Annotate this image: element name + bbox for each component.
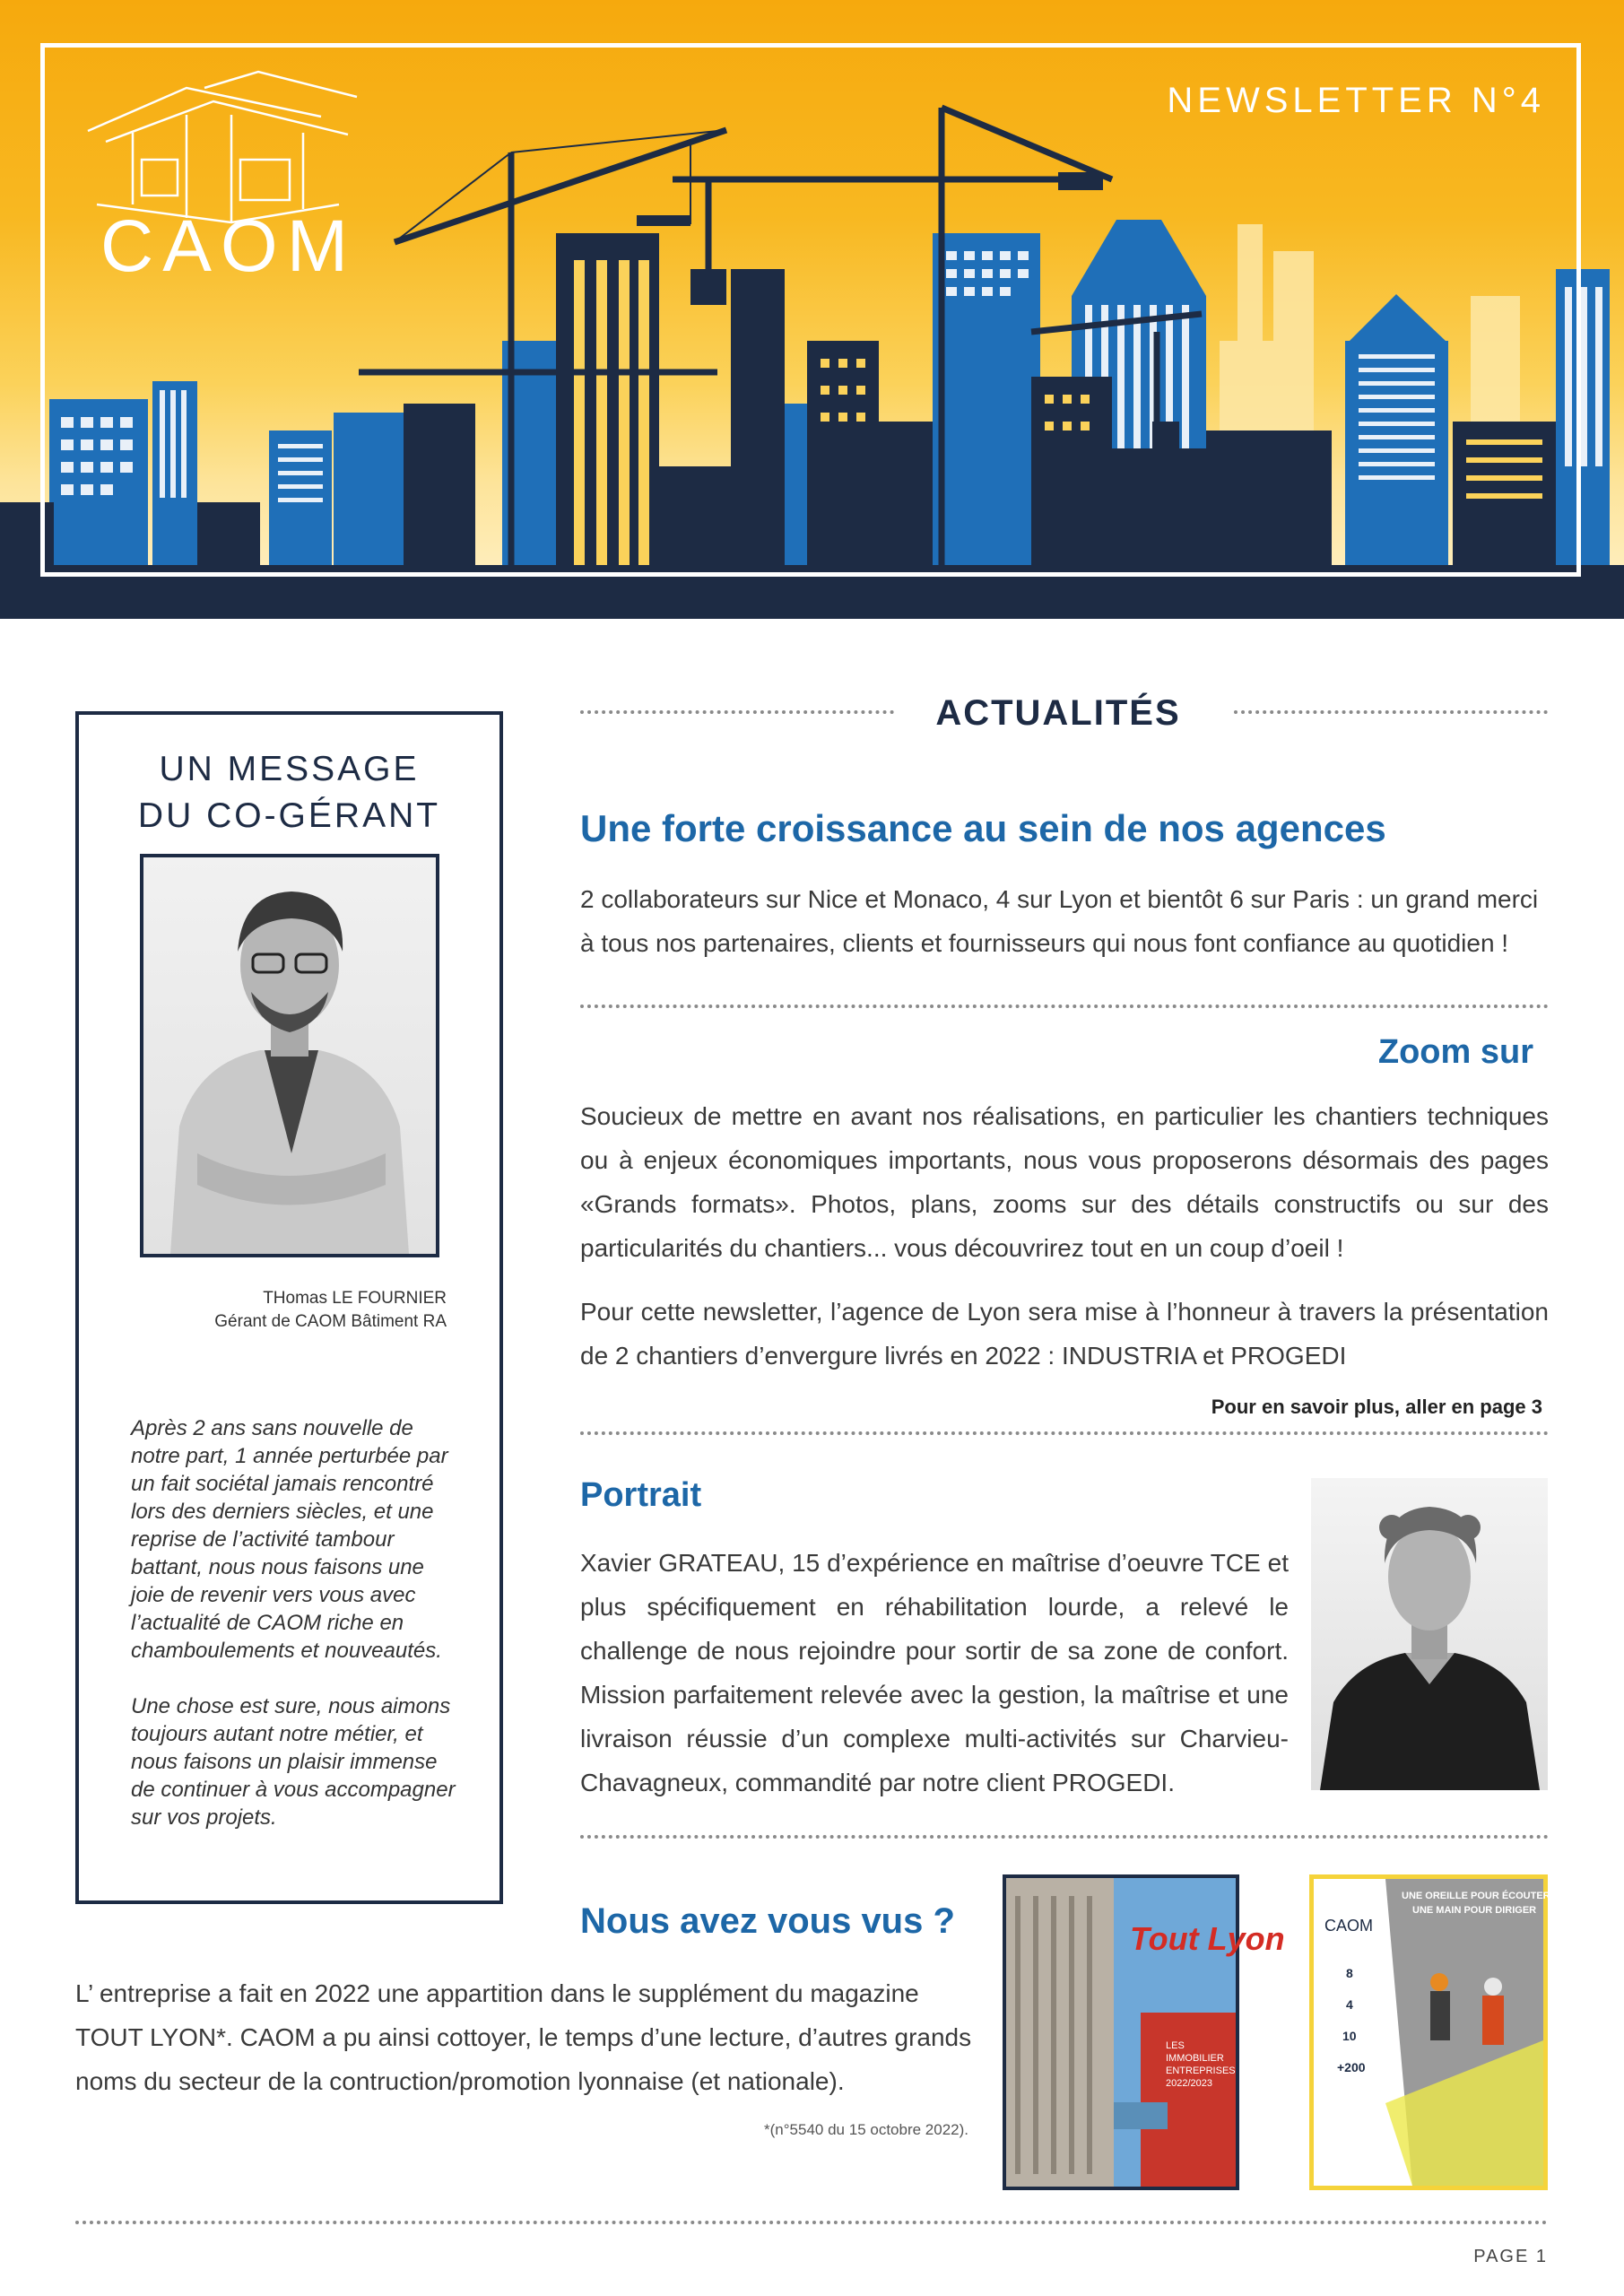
advert-stat: 8 [1346, 1966, 1353, 1980]
sidebar-title-line-2: DU CO-GÉRANT [137, 796, 441, 835]
cogerant-photo [140, 854, 439, 1257]
dotted-divider [580, 1004, 1549, 1008]
advert-stat: +200 [1337, 2060, 1366, 2074]
read-more-link[interactable]: Pour en savoir plus, aller en page 3 [1211, 1396, 1542, 1418]
zoom-heading: Zoom sur [1377, 1033, 1533, 1071]
growth-heading: Une forte croissance au sein de nos agences [580, 807, 1386, 849]
zoom-text: Soucieux de mettre en avant nos réalisations, en particulier les chantiers techniques ou à enjeux économiques importants, nous vous proposerons désormais des pages «Grands formats». Photos, plans, zooms sur des détails constructifs ou sur des particularités du chantiers... vous découvrirez tout en un coup d’oeil ! [580, 1102, 1549, 1262]
newsletter-number: NEWSLETTER N°4 [1167, 81, 1545, 120]
tout-lyon-magazine-cover [1003, 1874, 1285, 2190]
magazine-1-cover-line: IMMOBILIER [1166, 2053, 1224, 2064]
portrait-text: Xavier GRATEAU, 15 d’expérience en maîtrise d’oeuvre TCE et plus spécifiquement en réhabilitation lourde, a relevé le challenge de nous rejoindre pour sortir de sa zone de confort. Mission parfaitement relevée avec la gestion, la maîtrise et une livraison réussie d’un complexe multi-activités sur Charvieu-Chavagneux, commandité par notre client PROGEDI. [580, 1549, 1289, 1796]
portrait-heading: Portrait [580, 1476, 702, 1514]
dotted-divider [1234, 710, 1548, 714]
logo-text: CAOM [100, 205, 357, 287]
seen-text: L’ entreprise a fait en 2022 une appartition dans le supplément du magazine TOUT LYON*. CAOM a pu ainsi cottoyer, le temps d’une lecture, d’autres grands noms du secteur de la contruction/promotion lyonnaise (et nationale). [75, 1979, 972, 2095]
advert-headline: UNE MAIN POUR DIRIGER [1412, 1905, 1537, 1916]
author-name: THomas LE FOURNIER [263, 1289, 447, 1308]
caom-advert-illustration [1314, 1879, 1550, 2186]
section-title-actualites: ACTUALITÉS [935, 693, 1181, 733]
magazine-1-cover-line: LES [1166, 2040, 1185, 2051]
seen-heading: Nous avez vous vus ? [580, 1901, 955, 1941]
magazine-1-logo: Tout Lyon [1130, 1920, 1285, 1957]
header-banner [0, 0, 1624, 619]
cogerant-portrait-illustration [143, 857, 436, 1254]
zoom-text: Pour cette newsletter, l’agence de Lyon sera mise à l’honneur à travers la présentation de 2 chantiers d’envergure livrés en 2022 : INDUSTRIA et PROGEDI [580, 1298, 1549, 1370]
magazine-1-cover-line: ENTREPRISES [1166, 2066, 1236, 2076]
author-role: Gérant de CAOM Bâtiment RA [214, 1312, 447, 1331]
advert-stat: 10 [1342, 2029, 1357, 2043]
dotted-divider [75, 2221, 1548, 2224]
advert-stat: 4 [1346, 1997, 1353, 2012]
tout-lyon-cover-illustration [1006, 1878, 1285, 2187]
dotted-divider [580, 710, 894, 714]
cogerant-message-paragraph: Après 2 ans sans nouvelle de notre part, 1 année perturbée par un fait sociétal jamais rencontré lors des derniers siècles, et une reprise de l’activité tambour battant, nous nous faisons une joie de revenir vers vous avec l’actualité de CAOM riche en chamboulements et nouveautés. [131, 1416, 448, 1663]
advert-headline: UNE OREILLE POUR ÉCOUTER [1402, 1891, 1550, 1901]
sidebar-title-line-1: UN MESSAGE [159, 750, 420, 788]
portrait-photo [1311, 1478, 1548, 1790]
dotted-divider [580, 1835, 1549, 1839]
portrait-person-illustration [1311, 1478, 1548, 1790]
caom-advert-page [1309, 1874, 1548, 2190]
advert-logo: CAOM [1324, 1917, 1373, 1935]
growth-text: 2 collaborateurs sur Nice et Monaco, 4 sur Lyon et bientôt 6 sur Paris : un grand merci à tous nos partenaires, clients et fournisseurs qui nous font confiance au quotidien ! [580, 885, 1539, 957]
cogerant-message-box [75, 711, 503, 1904]
magazine-1-cover-line: 2022/2023 [1166, 2078, 1212, 2089]
page-number: PAGE 1 [1473, 2247, 1548, 2266]
cogerant-message-paragraph: Une chose est sure, nous aimons toujours autant notre métier, et nous faisons un plaisir immense de continuer à vous accompagner sur vos projets. [131, 1694, 456, 1830]
sidebar-title [79, 746, 499, 839]
dotted-divider [580, 1431, 1549, 1435]
magazine-footnote: *(n°5540 du 15 octobre 2022). [764, 2121, 968, 2138]
